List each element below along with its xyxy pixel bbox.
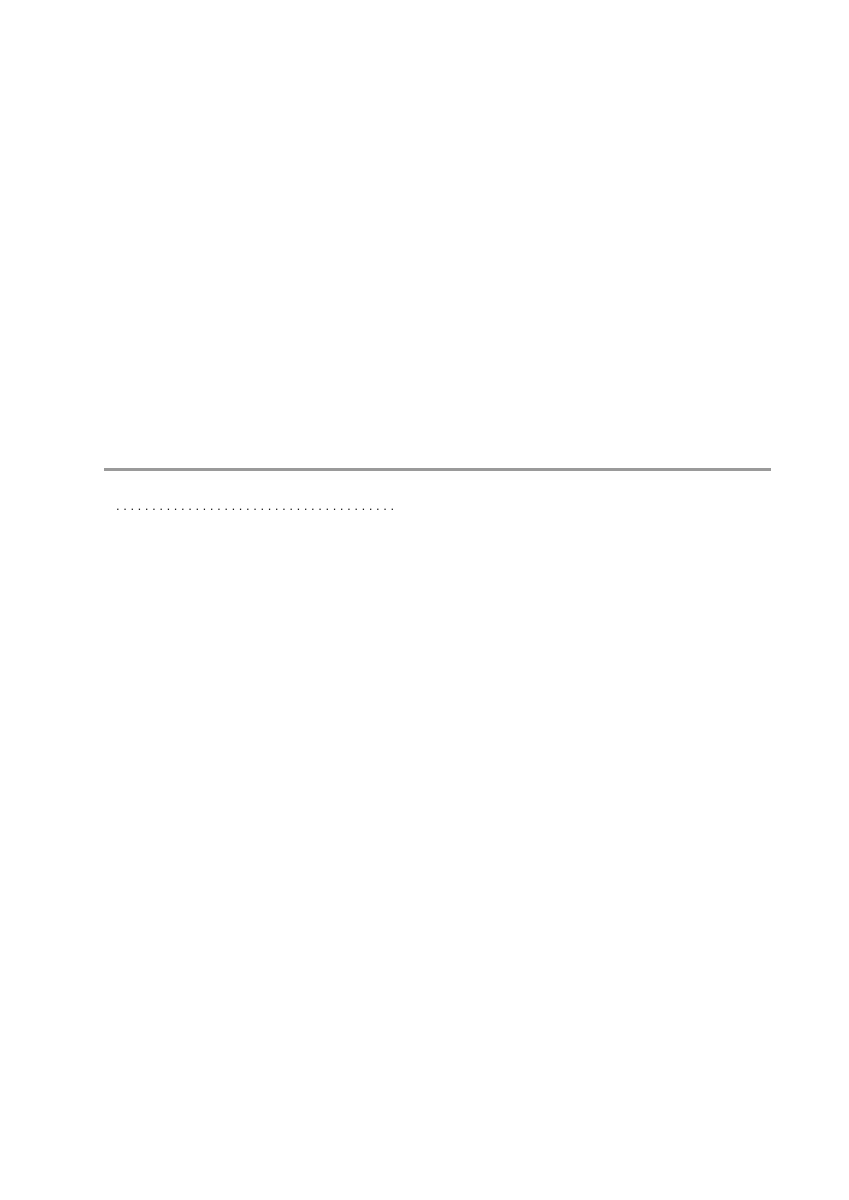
chapter-heading[interactable] <box>104 494 771 518</box>
dot-leader <box>116 494 769 518</box>
part-divider <box>104 468 771 471</box>
